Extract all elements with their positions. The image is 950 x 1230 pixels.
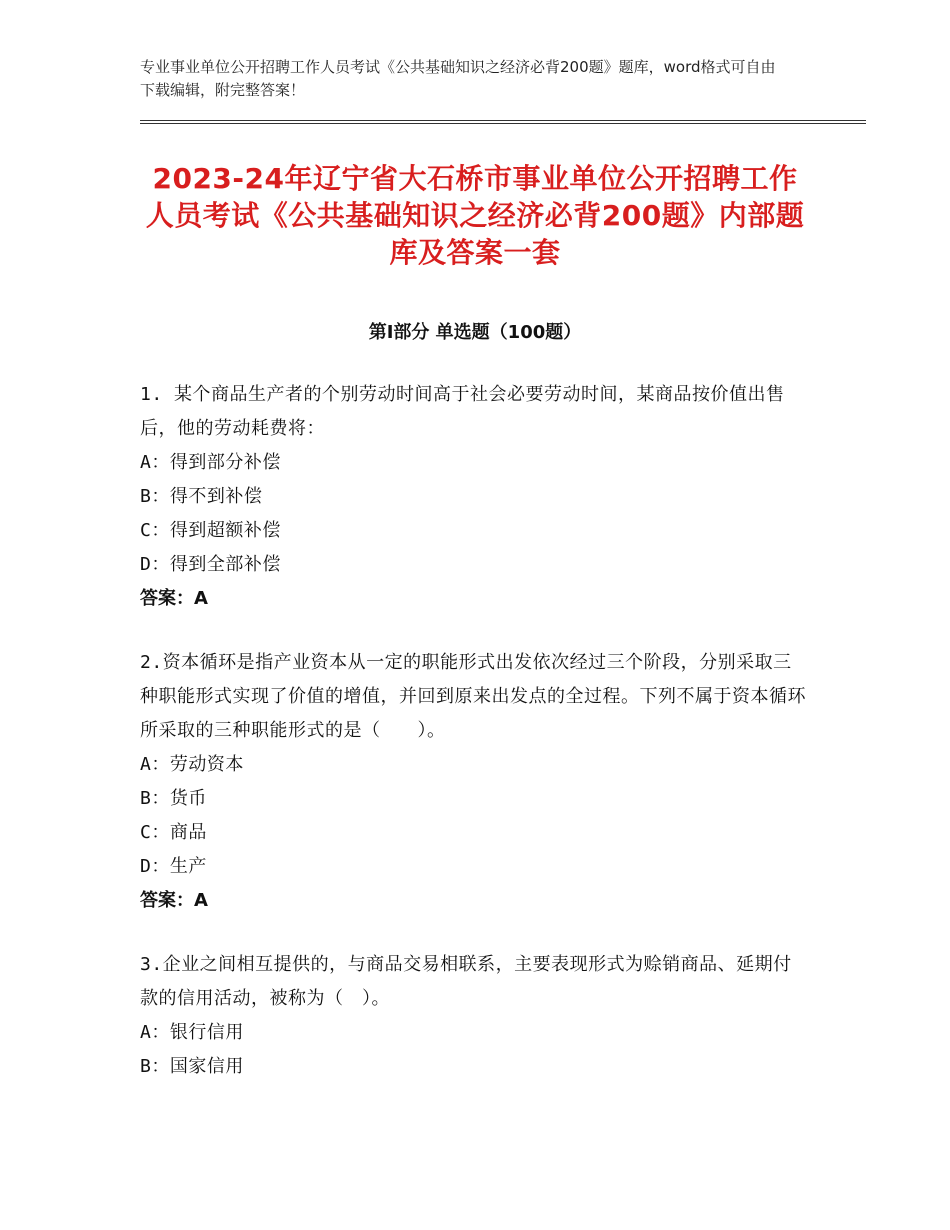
question-stem: 3.企业之间相互提供的，与商品交易相联系，主要表现形式为赊销商品、延期付款的信用活动，被称为（ ）。 [140,954,792,1009]
option-c: C：得到超额补偿 [140,520,281,541]
answer-line: 答案：A [140,890,208,911]
header-divider [140,120,866,124]
option-d: D：生产 [140,856,207,877]
header-note: 专业事业单位公开招聘工作人员考试《公共基础知识之经济必背200题》题库，word格式可自由下载编辑，附完整答案！ [140,58,776,99]
option-c: C：商品 [140,822,207,843]
question-2 [140,646,810,918]
question-1 [140,378,810,616]
option-a: A：银行信用 [140,1022,244,1043]
option-d: D：得到全部补偿 [140,554,281,575]
question-list [140,378,810,1114]
question-stem: 1. 某个商品生产者的个别劳动时间高于社会必要劳动时间，某商品按价值出售后，他的劳动耗费将： [140,384,785,439]
option-a: A：劳动资本 [140,754,244,775]
section-title: 第Ⅰ部分 单选题（100题） [368,322,582,343]
question-3 [140,948,810,1084]
answer-line: 答案：A [140,588,208,609]
option-b: B：得不到补偿 [140,486,263,507]
option-a: A：得到部分补偿 [140,452,281,473]
document-title: 2023-24年辽宁省大石桥市事业单位公开招聘工作人员考试《公共基础知识之经济必背200题》内部题库及答案一套 [145,162,805,269]
option-b: B：国家信用 [140,1056,244,1077]
question-stem: 2.资本循环是指产业资本从一定的职能形式出发依次经过三个阶段，分别采取三种职能形式实现了价值的增值，并回到原来出发点的全过程。下列不属于资本循环所采取的三种职能形式的是（ ）。 [140,652,806,741]
option-b: B：货币 [140,788,207,809]
